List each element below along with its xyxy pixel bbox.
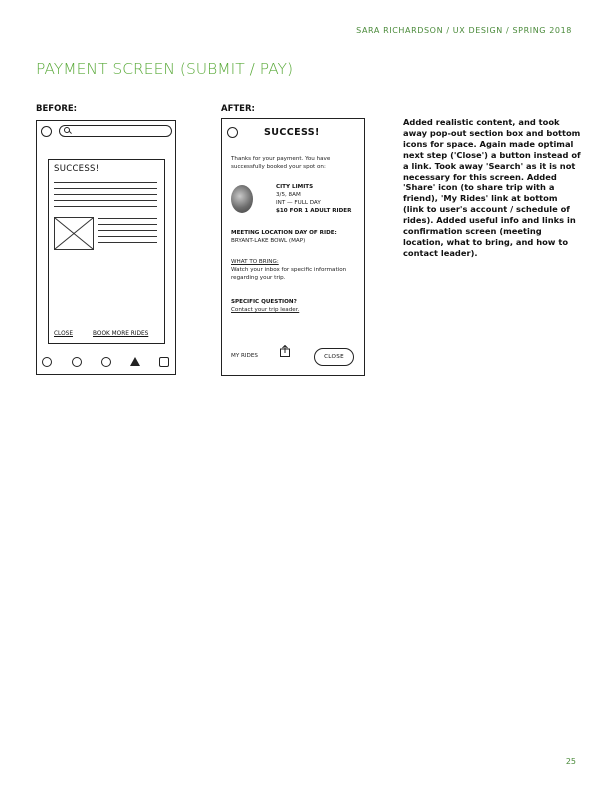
popup-title: SUCCESS! — [54, 164, 100, 174]
ride-name: CITY LIMITS — [276, 184, 314, 190]
header-separator: / — [502, 26, 513, 35]
close-link[interactable]: CLOSE — [54, 331, 73, 337]
ride-date: 3/5, 8AM — [276, 192, 301, 198]
text-placeholder-line — [98, 242, 157, 243]
nav-home-icon[interactable] — [42, 357, 52, 367]
success-title: SUCCESS! — [264, 127, 320, 138]
book-more-rides-link[interactable]: BOOK MORE RIDES — [93, 331, 149, 337]
text-placeholder-line — [54, 194, 157, 195]
contact-leader-link[interactable]: Contact your trip leader. — [231, 307, 300, 313]
text-placeholder-line — [98, 218, 157, 219]
header-author: SARA RICHARDSON — [356, 26, 444, 35]
profile-icon[interactable] — [227, 127, 238, 138]
nav-rides-icon[interactable] — [101, 357, 111, 367]
text-placeholder-line — [54, 188, 157, 189]
bring-info: Watch your inbox for specific information regarding your trip. — [231, 267, 347, 281]
search-bar — [59, 125, 172, 137]
ride-photo — [231, 185, 253, 213]
text-placeholder-line — [54, 200, 157, 201]
meeting-heading: MEETING LOCATION DAY OF RIDE: — [231, 230, 337, 236]
after-label: AFTER: — [221, 104, 255, 114]
running-header — [356, 26, 572, 35]
share-icon[interactable] — [280, 345, 290, 357]
header-term: SPRING 2018 — [512, 26, 572, 35]
nav-explore-icon[interactable] — [72, 357, 82, 367]
page-number: 25 — [565, 757, 576, 766]
before-wireframe — [36, 120, 176, 375]
profile-icon — [41, 126, 52, 137]
close-button[interactable]: CLOSE — [314, 348, 354, 366]
ride-price: $10 FOR 1 ADULT RIDER — [276, 208, 352, 214]
text-placeholder-line — [98, 230, 157, 231]
text-placeholder-line — [98, 236, 157, 237]
meeting-place-link[interactable]: BRYANT-LAKE BOWL (MAP) — [231, 238, 306, 244]
before-label: BEFORE: — [36, 104, 78, 114]
thanks-message: Thanks for your payment. You have successfully booked your spot on: — [231, 156, 331, 170]
ride-level: INT — FULL DAY — [276, 200, 321, 206]
page-title: PAYMENT SCREEN (SUBMIT / PAY) — [36, 60, 294, 78]
header-topic: UX DESIGN — [452, 26, 503, 35]
text-placeholder-line — [54, 206, 157, 207]
header-separator: / — [443, 26, 453, 35]
after-screen — [221, 118, 365, 376]
image-placeholder — [54, 217, 94, 250]
text-placeholder-line — [54, 182, 157, 183]
nav-alert-icon[interactable] — [130, 357, 140, 366]
my-rides-link[interactable]: MY RIDES — [231, 353, 258, 359]
search-icon — [64, 127, 70, 133]
nav-account-icon[interactable] — [159, 357, 169, 367]
text-placeholder-line — [98, 224, 157, 225]
design-rationale: Added realistic content, and took away pop-out section box and bottom icons for space. Again made optimal next step ('Close') a button instead of a link. Took away 'Search' as it is not necessary for this screen. Added 'Share' icon (to share trip with a friend), 'My Rides' link at bottom (link to user's account / schedule of rides). Added useful info and links in confirmation screen (meeting location, what to bring, and how to contact leader). — [403, 117, 581, 258]
what-to-bring-link[interactable]: WHAT TO BRING: — [231, 259, 279, 265]
question-heading: SPECIFIC QUESTION? — [231, 299, 297, 305]
popup-box — [48, 159, 165, 344]
